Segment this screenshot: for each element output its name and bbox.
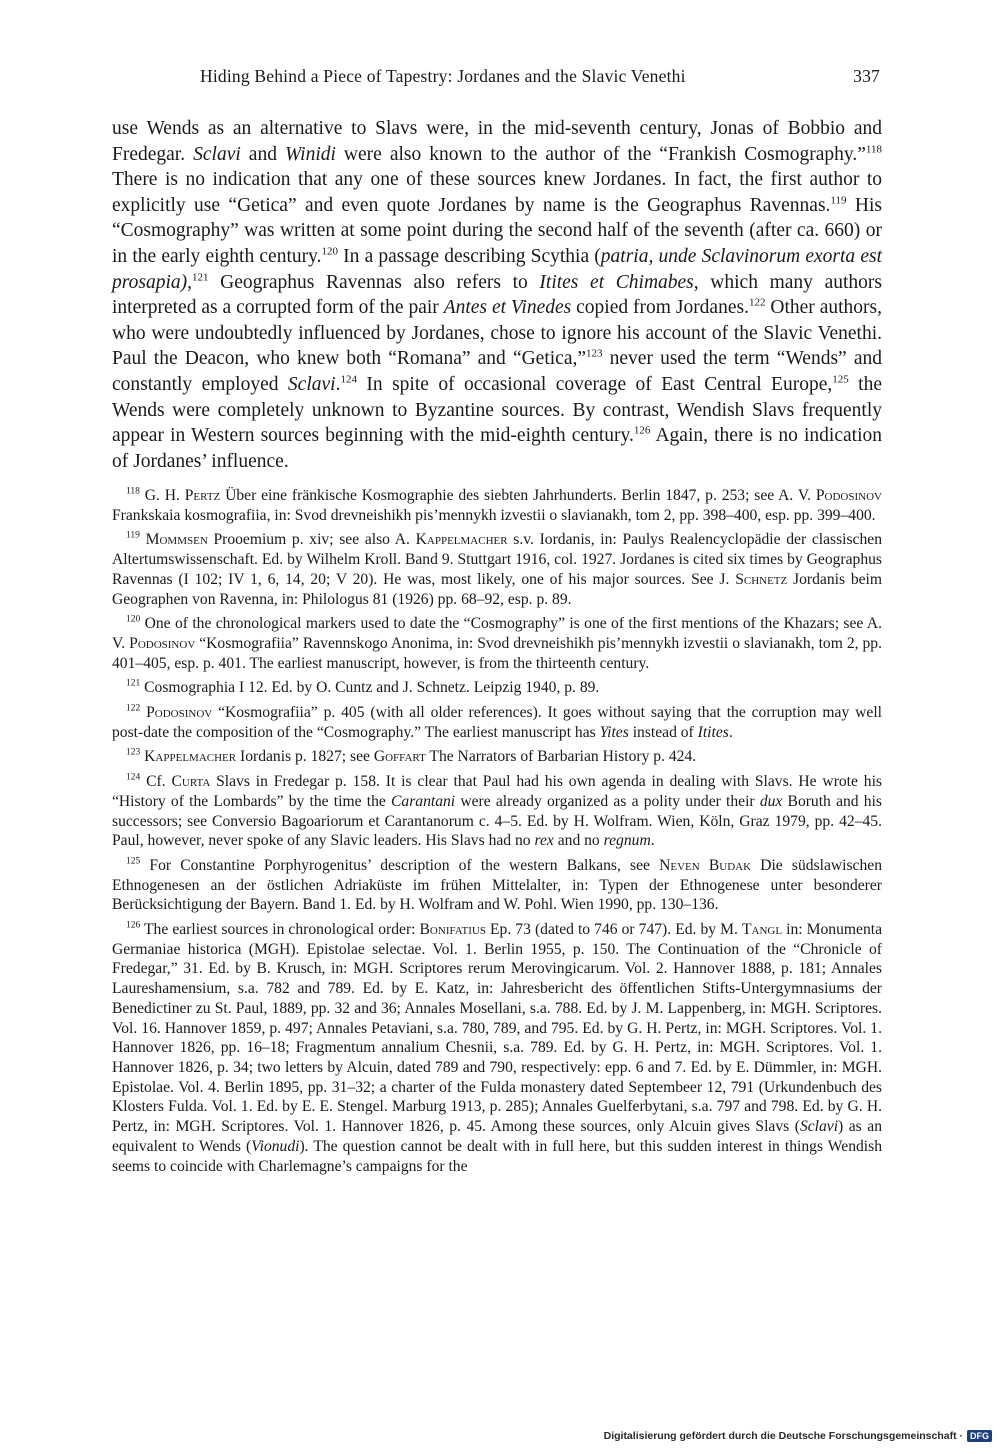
text-run: Cosmographia I 12. Ed. by O. Cuntz and J. Schnetz. Leipzig 1940, p. 89. [140, 679, 600, 697]
text-run-italic: dux [759, 792, 783, 810]
text-run: G. H. [139, 487, 185, 504]
text-run: Cf. [140, 773, 172, 791]
text-run: In spite of occasional coverage of East Central Europe, [356, 373, 833, 395]
text-run: and no [553, 832, 604, 850]
text-run: were already organized as a polity under their [455, 792, 760, 810]
footnote-121 [112, 678, 882, 698]
text-run: were also known to the author of the “Frankish Cosmography.” [335, 143, 866, 165]
author-name: Podosinov [815, 487, 882, 504]
author-name: Schnetz [735, 570, 788, 588]
footnote-ref-120[interactable]: 120 [321, 245, 338, 258]
text-run: Geographus Ravennas also refers to [208, 271, 540, 293]
text-run: In a passage describing Scythia ( [337, 245, 601, 267]
text-run: in: Monumenta Germaniae historica (MGH). Epistolae selectae. Vol. 1. Berlin 1955, p. 150. The Continuation of the “Chronicle of Fredegar,” 31. Ed. by B. Krusch, in: MGH. Scriptores rerum Merovingicarum. Vol. 2. Hannover 1888, p. 181; Annales Laureshamensium, s.a. 782 and 789. Ed. by E. Katz, in: Jahresbericht des öffentlichen Stifts-Untergymnasiums der Benedictiner zu St. Paul, 1889, pp. 32 and 36; Annales Mosellani, s.a. 788. Ed. by J. M. Lappenberg, in: MGH. Scriptores. Vol. 16. Hannover 1859, p. 497; Annales Petaviani, s.a. 780, 789, and 795. Ed. by G. H. Pertz, in: MGH. Scriptores. Vol. 1. Hannover 1826, pp. 16–18; Fragmentum annalium Chesnii, s.a. 789. Ed. by G. H. Pertz, in: MGH. Scriptores. Vol. 1. Hannover 1826, p. 34; two letters by Alcuin, dated 789 and 790, respectively: epp. 6 and 7. Ed. by E. Dümmler, in: MGH. Epistolae. Vol. 4. Berlin 1895, pp. 31–32; a charter of the Fulda monastery dated Septembeer 12, 791 (Urkundenbuch des Klosters Fulda. Vol. 1. Ed. by E. E. Stengel. Marburg 1913, p. 285); Annales Guelferbytani, s.a. 797 and 798. Ed. by G. H. Pertz, in: MGH. Scriptores. Vol. 1. Hannover 1826, p. 45. Among these sources, only Alcuin gives Slavs ( [112, 921, 883, 1136]
text-run: instead of [628, 723, 698, 741]
text-run: Again, there is no indication of Jordanes’ influence. [112, 425, 882, 472]
text-run: His “Cosmography” was written at some point during the second half of the seventh (after ca. 660) or in the early eighth century. [112, 194, 882, 267]
footnote-ref-124[interactable]: 124 [340, 373, 357, 386]
text-run: , which many authors interpreted as a corrupted form of the pair [112, 271, 882, 319]
author-name: Neven Budak [659, 856, 752, 874]
running-title: Hiding Behind a Piece of Tapestry: Jordanes and the Slavic Venethi [200, 66, 686, 86]
footnote-118 [112, 486, 882, 525]
footnote-ref-123[interactable]: 123 [586, 347, 603, 360]
footnote-119 [112, 530, 882, 609]
author-name: Kappelmacher [415, 531, 508, 549]
text-run: . [728, 723, 733, 741]
author-name: Curta [171, 773, 211, 791]
text-run: Die südslawischen Ethnogenesen an der östlichen Adriaküste im frühen Mittelalter, in: Typen der Ethnogenese unter besonderer Berücksichtigung der Bayern. Band 1. Ed. by H. Wolfram and W. Pohl. Wien 1990, pp. 130–136. [112, 856, 882, 914]
footnote-number: 123 [126, 747, 141, 758]
footnotes [112, 486, 882, 1176]
text-run: There is no indication that any one of these sources knew Jordanes. In fact, the first author to explicitly use “Getica” and even quote Jordanes by name is the Geographus Ravennas. [112, 169, 882, 216]
text-run-italic: Itites et Chimabes [539, 271, 694, 293]
footnote-ref-125[interactable]: 125 [832, 373, 849, 386]
footnote-number: 121 [126, 678, 141, 689]
text-run: The Narrators of Barbarian History p. 424. [425, 748, 697, 766]
footnote-number: 124 [126, 772, 141, 783]
author-name: Pertz [184, 487, 221, 504]
footnote-ref-126[interactable]: 126 [633, 424, 651, 437]
footnote-number: 125 [126, 856, 141, 867]
dfg-logo: DFG [967, 1430, 992, 1442]
text-run: copied from Jordanes. [571, 297, 749, 319]
text-run: One of the chronological markers used to date the “Cosmography” is one of the first mentions of the Khazars; see A. V. [112, 615, 882, 652]
body-paragraph [112, 116, 882, 474]
text-run: ) as an equivalent to Wends ( [112, 1118, 882, 1155]
text-run-italic: rex [534, 832, 554, 850]
text-run-italic: Antes et Vinedes [443, 297, 572, 319]
text-run-italic: regnum [603, 832, 651, 850]
footnote-number: 122 [126, 703, 141, 714]
footnote-120 [112, 614, 882, 673]
text-run: . [335, 373, 341, 395]
text-run-italic: Itites [697, 723, 729, 741]
text-run: never used the term “Wends” and constantly employed [112, 348, 882, 395]
footnote-number: 120 [126, 614, 141, 625]
author-name: Mommsen [145, 531, 208, 549]
text-run: Ep. 73 (dated to 746 or 747). Ed. by M. [485, 921, 742, 939]
text-run: s.v. Iordanis, in: Paulys Realencyclopädie der classischen Altertumswissenschaft. Ed. by Wilhelm Kroll. Band 9. Stuttgart 1916, col. 1927. Jordanes is cited six times by Geographus Ravennas (I 102; IV 1, 6, 14, 20; V 20). He was, most likely, one of his major sources. See J. [112, 531, 882, 588]
footnote-ref-122[interactable]: 122 [748, 296, 766, 309]
author-name: Podosinov [146, 704, 213, 722]
text-run: Frankskaia kosmografiia, in: Svod drevneishikh pis’mennykh izvestii o slavianakh, tom 2, pp. 398–400, esp. pp. 399–400. [112, 506, 876, 524]
text-run-italic: patria, unde Sclavinorum exorta est prosapia), [112, 245, 882, 293]
footnote-123 [112, 747, 882, 767]
text-run: For Constantine Porphyrogenitus’ description of the western Balkans, see [140, 856, 660, 874]
text-run-italic: Sclavi [193, 143, 241, 165]
page-number: 337 [853, 66, 880, 86]
footnote-number: 119 [126, 530, 140, 541]
text-run-italic: Yites [599, 723, 629, 741]
main-text [112, 116, 882, 474]
text-run-italic: Winidi [284, 143, 336, 165]
footnote-126 [112, 920, 882, 1176]
text-run-italic: Sclavi [287, 373, 336, 395]
text-run-italic: Vionudi [251, 1137, 300, 1155]
text-run: “Kosmografiia” p. 405 (with all older references). It goes without saying that the corruption may well post-date the composition of the “Cosmography.” The earliest manuscript has [112, 704, 882, 741]
text-run: The earliest sources in chronological order: [140, 921, 420, 939]
text-run: Iordanis p. 1827; see [236, 748, 374, 766]
text-run: Boruth and his successors; see Conversio Bagoariorum et Carantanorum c. 4–5. Ed. by H. Wolfram. Wien, Köln, Graz 1979, pp. 42–45. Paul, however, never spoke of any Slavic leaders. His Slavs had no [112, 792, 882, 850]
footnote-125 [112, 856, 882, 915]
author-name: Kappelmacher [144, 748, 237, 766]
text-run-italic: Carantani [391, 792, 456, 810]
author-name: Podosinov [129, 634, 196, 652]
text-run: Jordanis beim Geographen von Ravenna, in: Philologus 81 (1926) pp. 68–92, esp. p. 89. [112, 570, 883, 608]
author-name: Goffart [373, 748, 426, 766]
footnote-122 [112, 703, 882, 742]
text-run: Other authors, who were undoubtedly influenced by Jordanes, chose to ignore his account of the Slavic Venethi. Paul the Deacon, who knew both “Romana” and “Getica,” [112, 297, 882, 370]
text-run: Slavs in Fredegar p. 158. It is clear that Paul had his own agenda in dealing with Slavs. He wrote his “History of the Lombards” by the time the [112, 773, 882, 810]
text-run: the Wends were completely unknown to Byzantine sources. By contrast, Wendish Slavs frequently appear in Western sources beginning with the mid-eighth century. [112, 373, 882, 447]
footnote-ref-118[interactable]: 118 [865, 142, 883, 155]
text-run: ). The question cannot be dealt with in full here, but this sudden interest in things Wendish seems to coincide with Charlemagne’s campaigns for the [112, 1137, 882, 1175]
text-run: Über eine fränkische Kosmographie des siebten Jahrhunderts. Berlin 1847, p. 253; see A. V. [220, 487, 816, 504]
text-run: . [650, 832, 655, 850]
author-name: Tangl [741, 921, 783, 939]
footnote-number: 126 [126, 920, 141, 931]
author-name: Bonifatius [419, 921, 486, 939]
footnote-ref-119[interactable]: 119 [830, 194, 847, 207]
text-run: “Kosmografiia” Ravennskogo Anonima, in: Svod drevneishikh pis’mennykh izvestii o slavianakh, tom 2, pp. 401–405, esp. p. 401. The earliest manuscript, however, is from the thirteenth century. [112, 634, 882, 672]
text-run: Prooemium p. xiv; see also A. [207, 531, 416, 549]
digitization-footer [604, 1430, 992, 1442]
text-run: use Wends as an alternative to Slavs were, in the mid-seventh century, Jonas of Bobbio and Fredegar. [112, 118, 882, 165]
footnote-number: 118 [126, 486, 140, 497]
footnote-124 [112, 772, 882, 851]
funding-notice: Digitalisierung gefördert durch die Deutsche Forschungsgemeinschaft · [603, 1430, 963, 1442]
text-run: and [240, 143, 285, 165]
footnote-ref-121[interactable]: 121 [192, 270, 209, 283]
text-run-italic: Sclavi [799, 1118, 839, 1136]
